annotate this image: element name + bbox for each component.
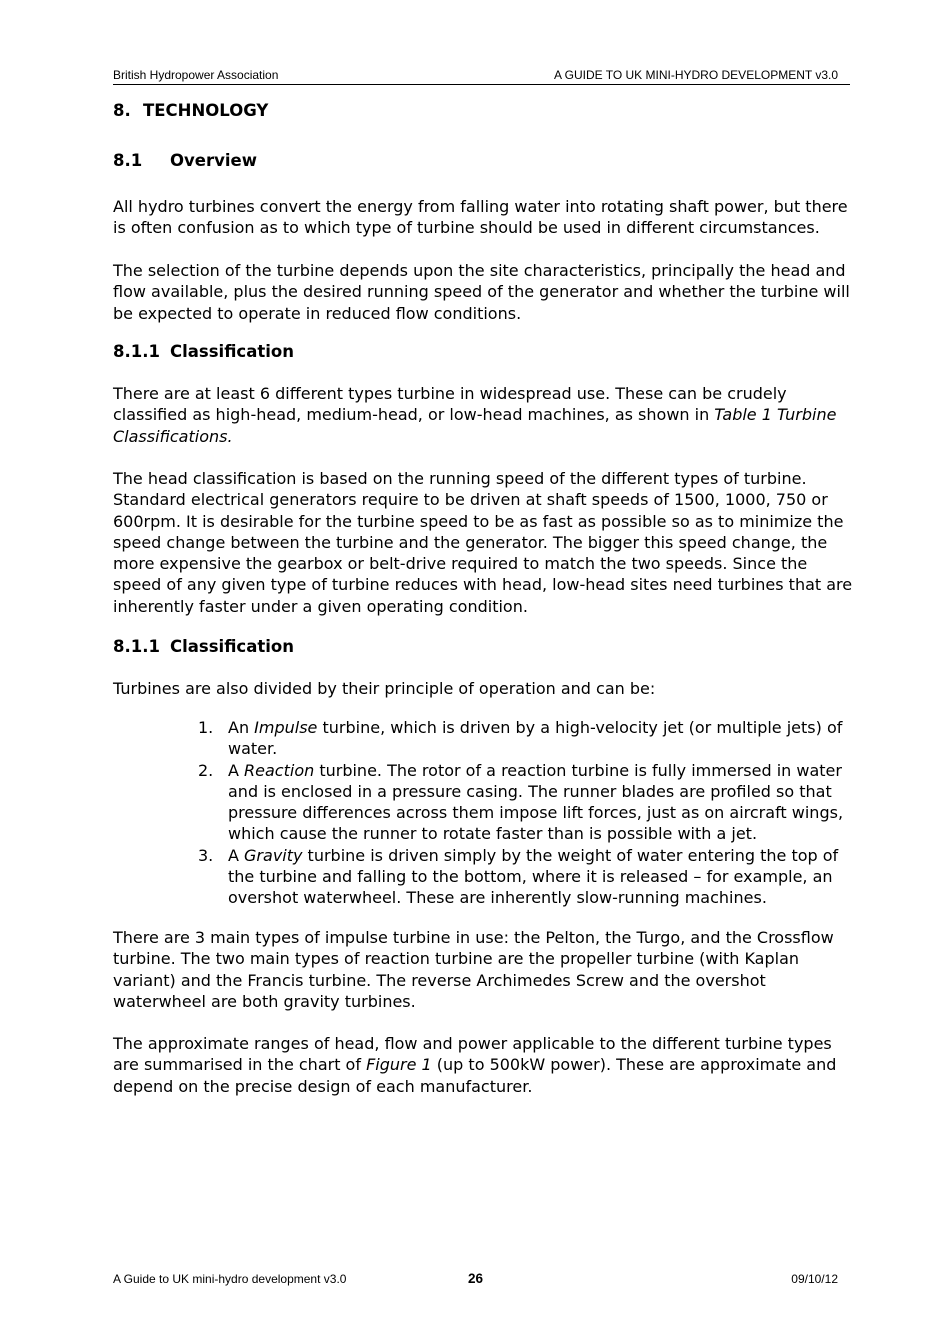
turbine-principle-list [198, 717, 858, 909]
list-item [198, 717, 858, 760]
section-number: 8. [113, 101, 131, 120]
header-document-title: A GUIDE TO UK MINI-HYDRO DEVELOPMENT v3.0 [553, 68, 838, 82]
paragraph-text: There are at least 6 different types turbine in widespread use. These can be crudely classified as high-head, medium-head, or low-head machines, as shown in [113, 384, 787, 425]
paragraph-head-classification: The head classification is based on the running speed of the different types of turbine. Standard electrical generators require to be driven at shaft speeds of 1500, 1000, 750 or 600rpm. It is desirable for the turbine speed to be as fast as possible so as to minimize the speed change between the turbine and the generator. The bigger this speed change, the more expensive the gearbox or belt-drive required to match the two speeds. Since the speed of any given type of turbine reduces with head, low-head sites need turbines that are inherently faster under a given operating condition. [113, 469, 853, 616]
section-number: 8.1 [113, 151, 143, 170]
section-number: 8.1.1 [113, 637, 160, 656]
list-text: A [228, 760, 245, 780]
section-number: 8.1.1 [113, 342, 160, 361]
paragraph-overview-1: All hydro turbines convert the energy from falling water into rotating shaft power, but there is often confusion as to which type of turbine should be used in different circumstances. [113, 197, 848, 238]
list-text: turbine, which is driven by a high-velocity jet (or multiple jets) of water. [228, 718, 843, 759]
paragraph-classification-1 [113, 383, 855, 447]
list-term: Impulse [254, 718, 318, 737]
list-text: turbine is driven simply by the weight of water entering the top of the turbine and falling to the bottom, where it is released – for example, an overshot waterwheel. These are inherently slow-running machines. [228, 845, 839, 908]
paragraph-text: The approximate ranges of head, flow and power applicable to the different turbine types are summarised in the chart of [113, 1034, 832, 1075]
section-title: Classification [170, 637, 294, 656]
list-term: Gravity [244, 845, 303, 865]
list-text: An [228, 718, 255, 737]
list-term: Reaction [244, 760, 315, 780]
list-item [198, 845, 858, 909]
list-text: A [228, 845, 245, 865]
header-organisation: British Hydropower Association [113, 68, 279, 82]
list-text: turbine. The rotor of a reaction turbine is fully immersed in water and is enclosed in a pressure casing. The runner blades are profiled so that pressure differences across them impose lift forces, just as on aircraft wings, which cause the runner to rotate faster than is possible with a jet. [228, 760, 844, 844]
list-number: 1. [198, 718, 214, 737]
section-title: TECHNOLOGY [143, 101, 269, 120]
page-number: 26 [468, 1271, 484, 1286]
paragraph-overview-2: The selection of the turbine depends upon the site characteristics, principally the head and flow available, plus the desired running speed of the generator and whether the turbine will be expected to operate in reduced flow conditions. [113, 261, 850, 323]
page-header [113, 68, 850, 85]
paragraph-principle-intro: Turbines are also divided by their principle of operation and can be: [113, 679, 656, 698]
page-footer [113, 1272, 838, 1290]
list-number: 3. [198, 845, 214, 865]
section-8-1-1-heading-repeat [113, 637, 294, 656]
figure-reference: Figure 1 [366, 1055, 432, 1075]
list-number: 2. [198, 760, 214, 780]
section-8-1-1-heading [113, 342, 294, 361]
paragraph-text: (up to 500kW power). These are approximate and depend on the precise design of each manufacturer. [113, 1055, 837, 1096]
footer-document-title: A Guide to UK mini-hydro development v3.0 [113, 1272, 347, 1286]
section-title: Classification [170, 342, 294, 361]
section-title: Overview [170, 151, 257, 170]
list-item [198, 760, 858, 845]
footer-date: 09/10/12 [791, 1272, 838, 1286]
table-reference: Table 1 Turbine Classifications. [113, 405, 837, 446]
section-8-1-heading [113, 151, 257, 170]
section-8-heading [113, 101, 268, 120]
paragraph-figure-reference [113, 1033, 855, 1097]
paragraph-turbine-types: There are 3 main types of impulse turbine in use: the Pelton, the Turgo, and the Crossflow turbine. The two main types of reaction turbine are the propeller turbine (with Kaplan variant) and the Francis turbine. The reverse Archimedes Screw and the overshot waterwheel are both gravity turbines. [113, 928, 834, 1011]
